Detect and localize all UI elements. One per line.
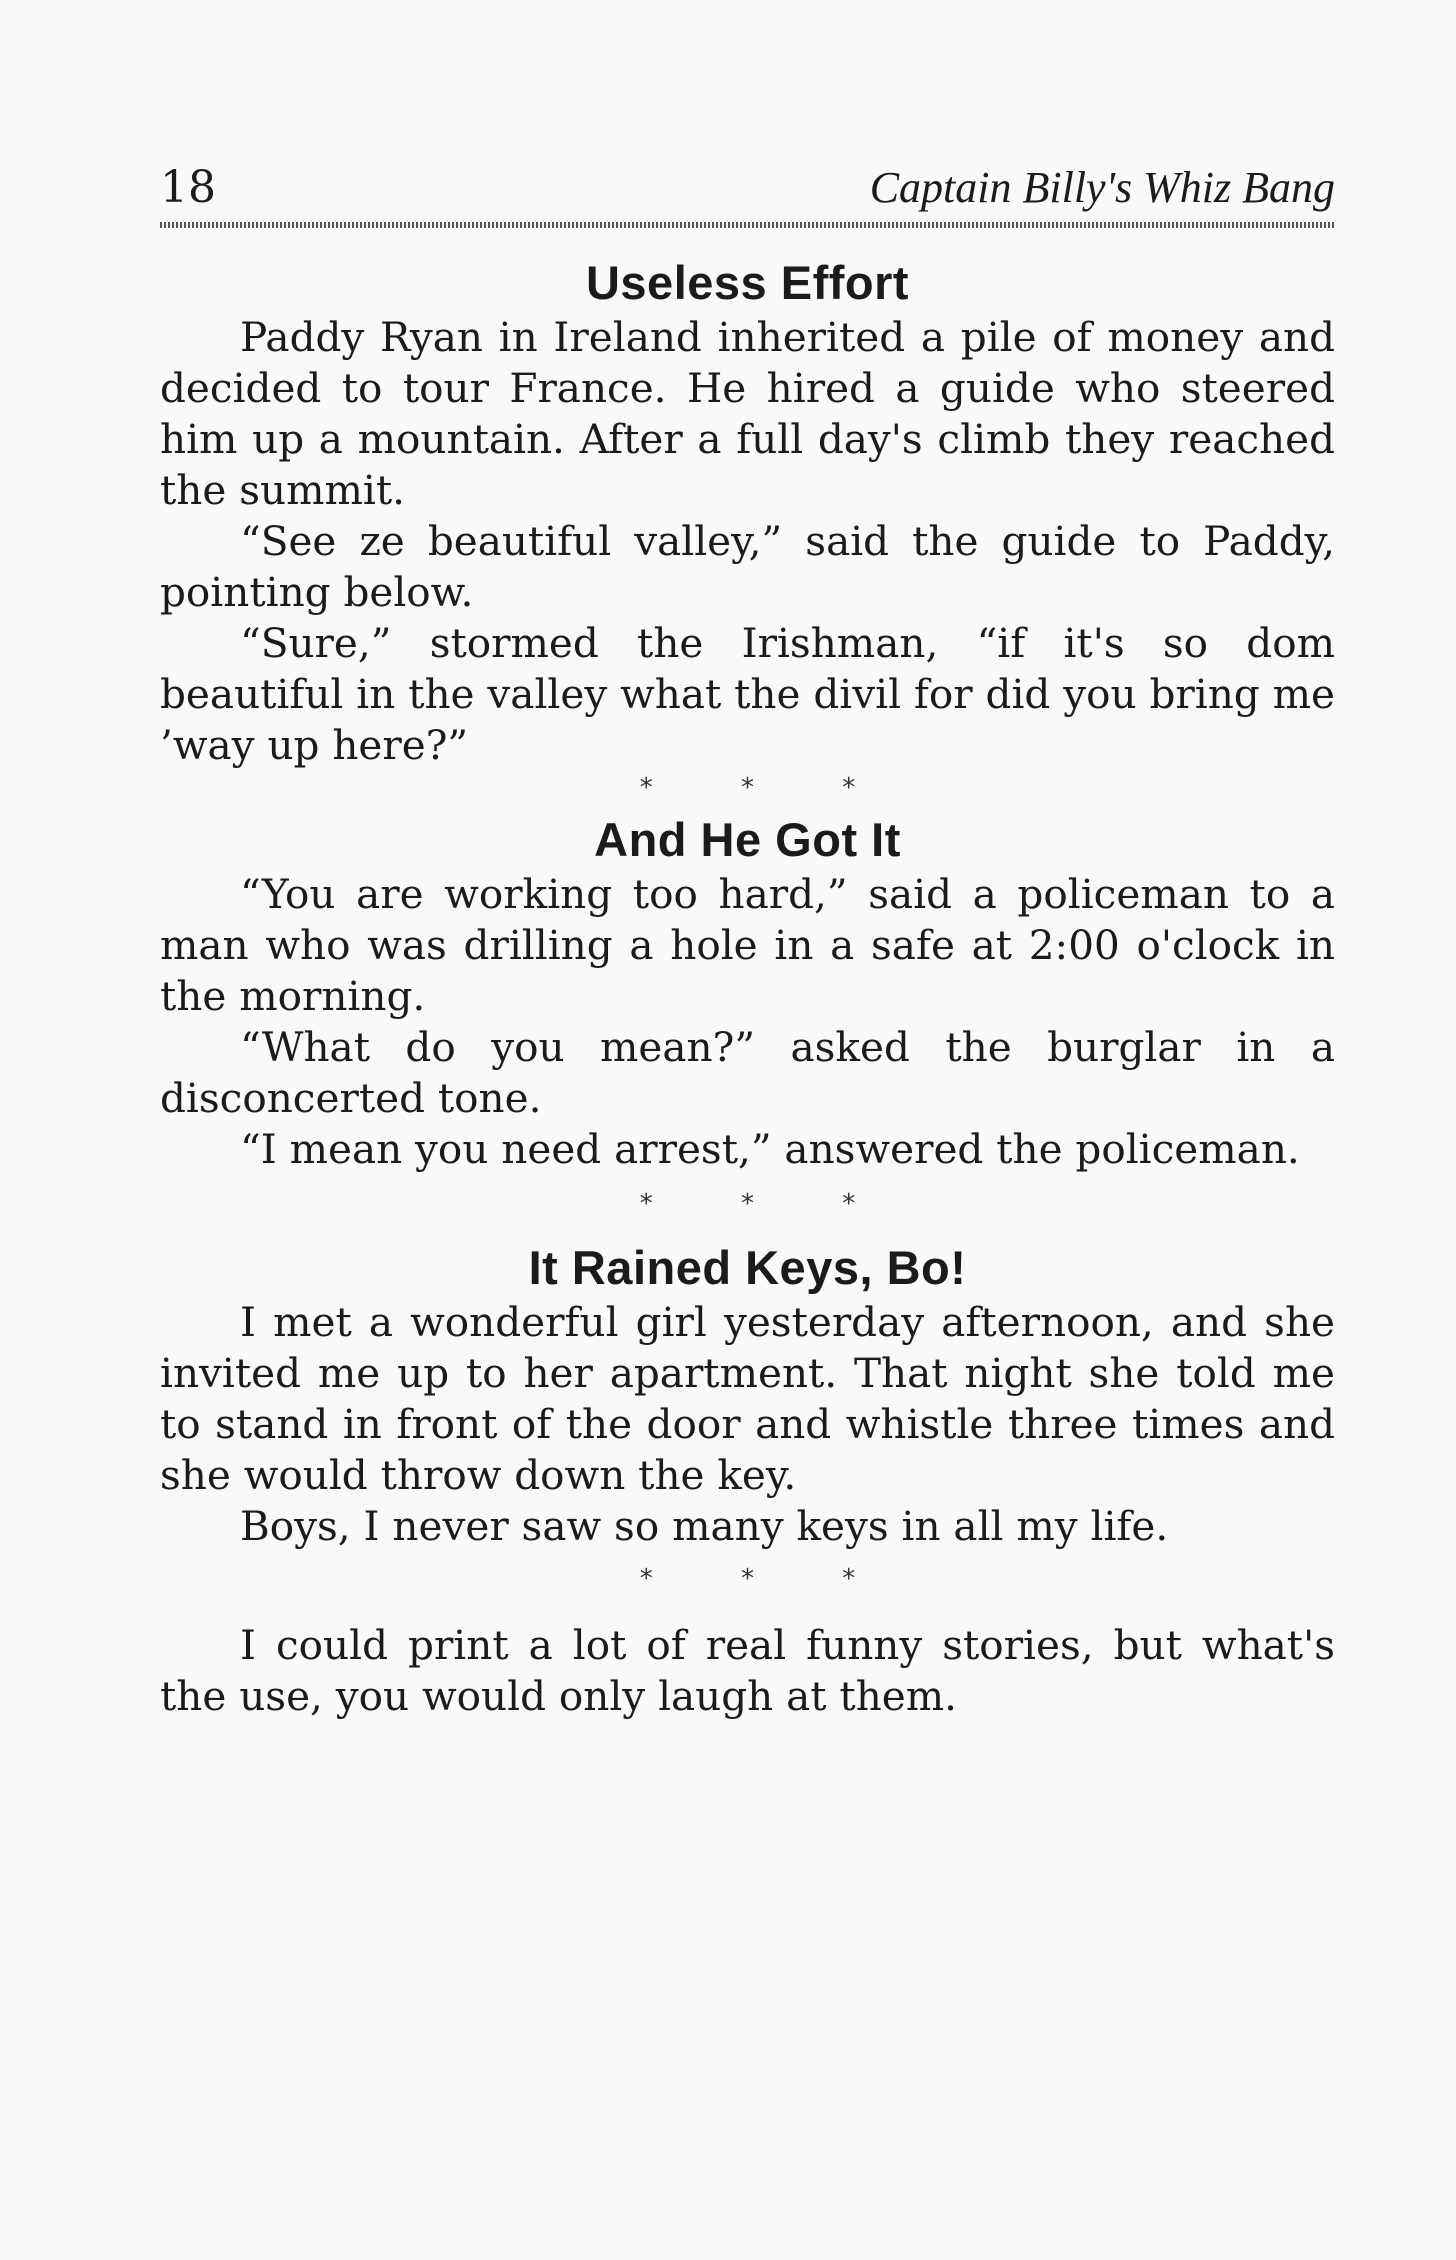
page <box>160 160 1335 1722</box>
story-paragraph: Paddy Ryan in Ireland inherited a pile of money and decided to tour France. He hired a guide who steered him up a mountain. After a full day's climb they reached the summit. <box>160 313 1335 514</box>
story-paragraph: Boys, I never saw so many keys in all my life. <box>240 1502 1169 1550</box>
header-rule <box>160 222 1335 228</box>
story-and-he-got-it <box>160 811 1335 1175</box>
story-title: And He Got It <box>594 813 901 866</box>
story-paragraph: “I mean you need arrest,” answered the policeman. <box>240 1125 1300 1173</box>
story-it-rained-keys <box>160 1239 1335 1552</box>
story-paragraph: “Sure,” stormed the Irishman, “if it's so dom beautiful in the valley what the divil for did you bring me ’way up here?” <box>160 619 1335 769</box>
story-title: It Rained Keys, Bo! <box>528 1241 967 1294</box>
section-divider: * * * <box>639 1189 896 1219</box>
story-paragraph: I met a wonderful girl yesterday afternoon, and she invited me up to her apartment. That night she told me to stand in front of the door and whistle three times and she would throw down the key. <box>160 1298 1335 1499</box>
section-divider: * * * <box>639 1564 896 1594</box>
running-head <box>160 160 1335 216</box>
running-title: Captain Billy's Whiz Bang <box>869 163 1335 212</box>
closing-line: I could print a lot of real funny stories, but what's the use, you would only laugh at them. <box>160 1621 1335 1720</box>
story-useless-effort <box>160 254 1335 771</box>
story-paragraph: “See ze beautiful valley,” said the guide to Paddy, pointing below. <box>160 517 1335 616</box>
story-paragraph: “You are working too hard,” said a policeman to a man who was drilling a hole in a safe at 2:00 o'clock in the morning. <box>160 870 1335 1020</box>
story-paragraph: “What do you mean?” asked the burglar in a disconcerted tone. <box>160 1023 1335 1122</box>
page-number: 18 <box>160 162 216 213</box>
section-divider: * * * <box>639 773 896 803</box>
story-title: Useless Effort <box>585 256 910 309</box>
